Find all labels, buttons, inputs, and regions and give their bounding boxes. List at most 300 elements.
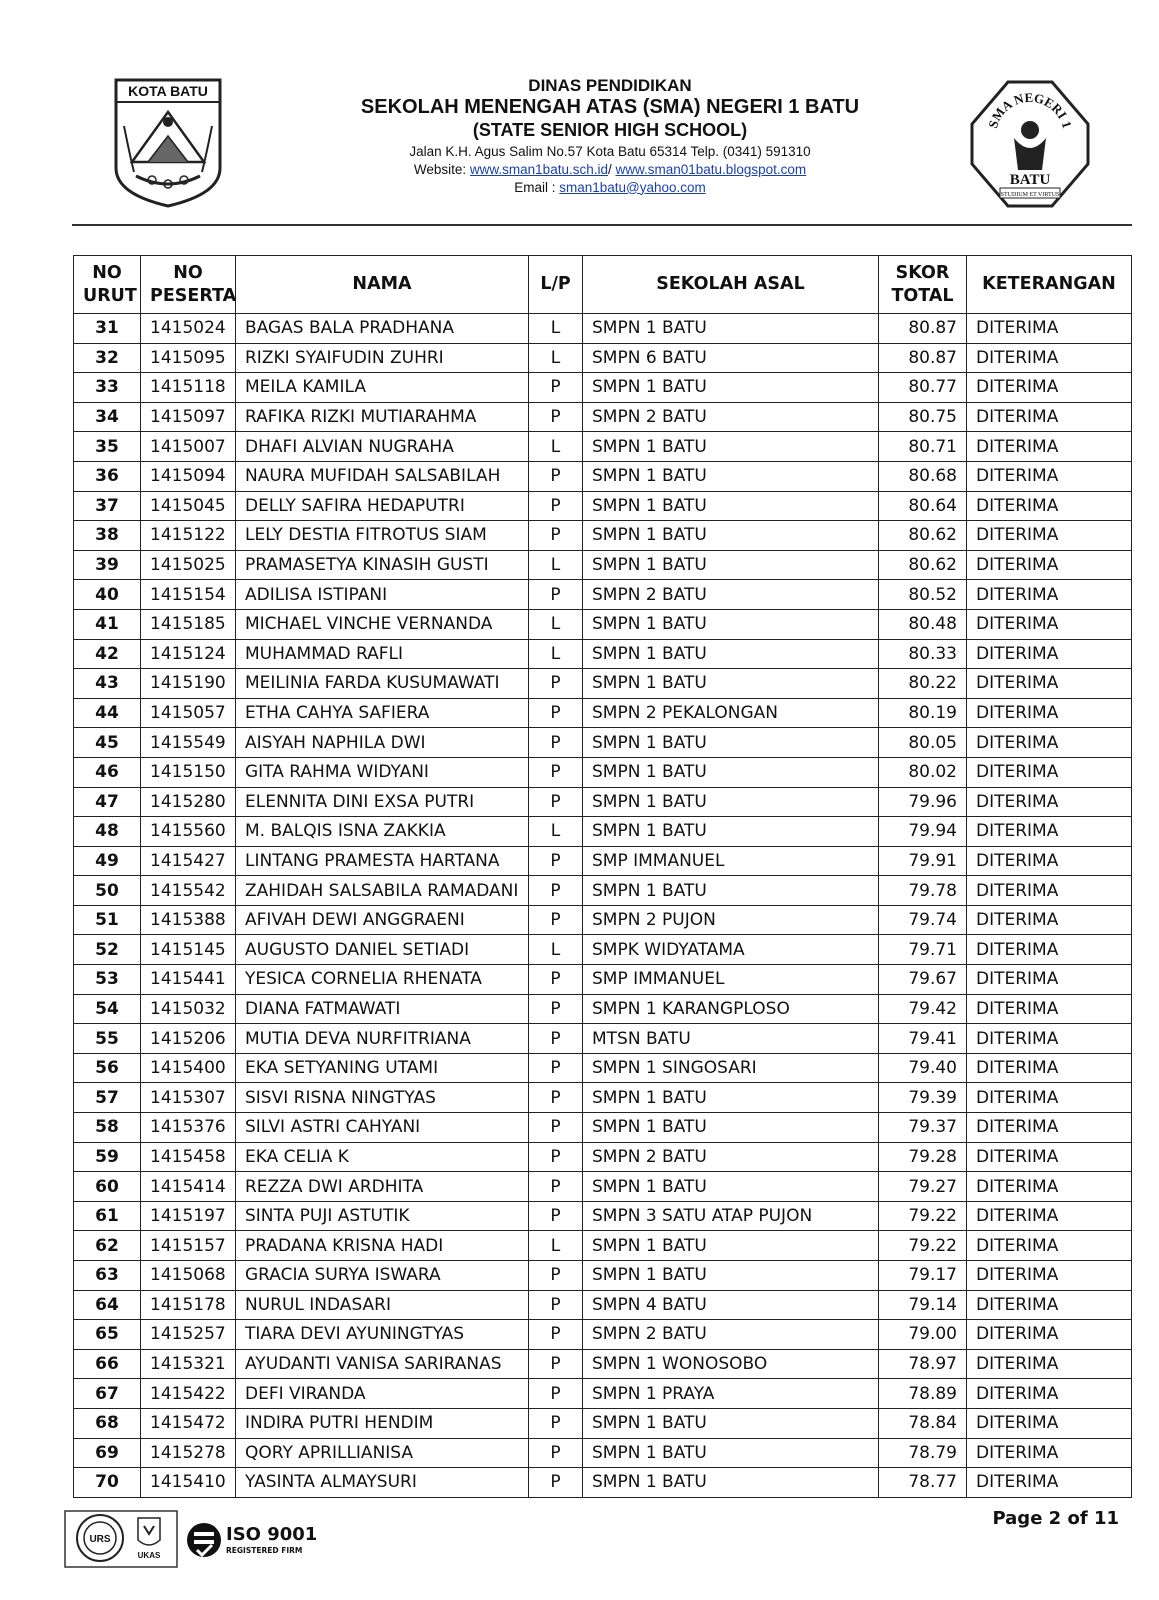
cell-no-urut: 57 [74, 1083, 141, 1113]
cell-skor-total: 79.14 [879, 1290, 967, 1320]
cell-nama: DEFI VIRANDA [236, 1379, 529, 1409]
table-row [74, 639, 1132, 669]
cell-no-urut: 38 [74, 521, 141, 551]
website-link-1[interactable]: www.sman1batu.sch.id [469, 161, 608, 177]
cell-no-urut: 67 [74, 1379, 141, 1409]
cell-lp: P [529, 491, 583, 521]
cell-lp: L [529, 1231, 583, 1261]
header-nama: NAMA [236, 256, 529, 314]
cell-sekolah-asal: SMPN 1 BATU [583, 1083, 879, 1113]
cell-no-peserta: 1415542 [141, 876, 236, 906]
cell-nama: ADILISA ISTIPANI [236, 580, 529, 610]
cell-keterangan: DITERIMA [967, 1408, 1132, 1438]
table-row [74, 876, 1132, 906]
cell-keterangan: DITERIMA [967, 1438, 1132, 1468]
table-row [74, 1231, 1132, 1261]
cell-sekolah-asal: SMPN 2 PUJON [583, 905, 879, 935]
cell-nama: RAFIKA RIZKI MUTIARAHMA [236, 402, 529, 432]
cell-no-peserta: 1415400 [141, 1053, 236, 1083]
table-row [74, 1379, 1132, 1409]
table-row [74, 609, 1132, 639]
cell-sekolah-asal: SMPN 2 BATU [583, 402, 879, 432]
cell-nama: LELY DESTIA FITROTUS SIAM [236, 521, 529, 551]
cell-skor-total: 78.97 [879, 1349, 967, 1379]
cell-no-urut: 34 [74, 402, 141, 432]
cell-nama: DHAFI ALVIAN NUGRAHA [236, 432, 529, 462]
cell-nama: AFIVAH DEWI ANGGRAENI [236, 905, 529, 935]
cell-no-peserta: 1415024 [141, 314, 236, 344]
table-row [74, 1053, 1132, 1083]
cell-sekolah-asal: SMPN 1 BATU [583, 521, 879, 551]
cell-sekolah-asal: SMPN 1 BATU [583, 1438, 879, 1468]
cell-no-urut: 46 [74, 757, 141, 787]
logo-arc-text: SMA NEGERI 1 [985, 89, 1075, 130]
cell-sekolah-asal: SMPN 2 BATU [583, 1142, 879, 1172]
cell-keterangan: DITERIMA [967, 817, 1132, 847]
cell-skor-total: 80.48 [879, 609, 967, 639]
cell-skor-total: 79.17 [879, 1261, 967, 1291]
cell-skor-total: 79.78 [879, 876, 967, 906]
cell-no-peserta: 1415427 [141, 846, 236, 876]
cell-sekolah-asal: SMPN 1 BATU [583, 1172, 879, 1202]
cell-sekolah-asal: SMPN 1 KARANGPLOSO [583, 994, 879, 1024]
cell-nama: TIARA DEVI AYUNINGTYAS [236, 1320, 529, 1350]
table-row [74, 461, 1132, 491]
cell-keterangan: DITERIMA [967, 905, 1132, 935]
cell-sekolah-asal: SMP IMMANUEL [583, 846, 879, 876]
cell-keterangan: DITERIMA [967, 343, 1132, 373]
cell-lp: P [529, 698, 583, 728]
cell-nama: INDIRA PUTRI HENDIM [236, 1408, 529, 1438]
cell-skor-total: 80.05 [879, 728, 967, 758]
table-row [74, 1083, 1132, 1113]
cell-lp: P [529, 1053, 583, 1083]
email-label: Email : [514, 179, 560, 195]
ukas-label: UKAS [137, 1551, 161, 1560]
cell-no-peserta: 1415549 [141, 728, 236, 758]
cell-no-urut: 45 [74, 728, 141, 758]
table-row [74, 994, 1132, 1024]
school-name-english: (STATE SENIOR HIGH SCHOOL) [472, 119, 748, 140]
cell-no-peserta: 1415197 [141, 1201, 236, 1231]
cell-keterangan: DITERIMA [967, 1142, 1132, 1172]
cell-no-urut: 32 [74, 343, 141, 373]
cell-no-urut: 43 [74, 669, 141, 699]
cell-nama: ZAHIDAH SALSABILA RAMADANI [236, 876, 529, 906]
iso-sublabel: REGISTERED FIRM [226, 1546, 303, 1555]
cell-keterangan: DITERIMA [967, 1172, 1132, 1202]
table-row [74, 1408, 1132, 1438]
table-row [74, 935, 1132, 965]
cell-lp: P [529, 580, 583, 610]
table-row [74, 1290, 1132, 1320]
cell-skor-total: 80.87 [879, 314, 967, 344]
cell-lp: L [529, 609, 583, 639]
cell-nama: EKA SETYANING UTAMI [236, 1053, 529, 1083]
cell-keterangan: DITERIMA [967, 609, 1132, 639]
cell-keterangan: DITERIMA [967, 491, 1132, 521]
cell-keterangan: DITERIMA [967, 550, 1132, 580]
cell-nama: YESICA CORNELIA RHENATA [236, 965, 529, 995]
cell-no-urut: 36 [74, 461, 141, 491]
cell-lp: L [529, 432, 583, 462]
cell-sekolah-asal: SMPN 1 BATU [583, 1468, 879, 1498]
cell-skor-total: 78.77 [879, 1468, 967, 1498]
table-row [74, 965, 1132, 995]
cell-nama: GRACIA SURYA ISWARA [236, 1261, 529, 1291]
cell-no-urut: 51 [74, 905, 141, 935]
cell-nama: LINTANG PRAMESTA HARTANA [236, 846, 529, 876]
table-row [74, 1438, 1132, 1468]
cell-keterangan: DITERIMA [967, 1468, 1132, 1498]
cell-no-peserta: 1415472 [141, 1408, 236, 1438]
school-name: SEKOLAH MENENGAH ATAS (SMA) NEGERI 1 BATU [360, 96, 860, 119]
cell-sekolah-asal: SMPN 1 BATU [583, 1261, 879, 1291]
table-row [74, 1142, 1132, 1172]
cell-skor-total: 79.96 [879, 787, 967, 817]
agency-name: DINAS PENDIDIKAN [528, 76, 692, 95]
cell-lp: P [529, 669, 583, 699]
cell-sekolah-asal: SMPN 1 BATU [583, 876, 879, 906]
cell-keterangan: DITERIMA [967, 402, 1132, 432]
cell-skor-total: 78.79 [879, 1438, 967, 1468]
cell-no-peserta: 1415045 [141, 491, 236, 521]
cell-sekolah-asal: SMPN 1 PRAYA [583, 1379, 879, 1409]
table-row [74, 1349, 1132, 1379]
website-label: Website: [413, 161, 470, 177]
cell-nama: NAURA MUFIDAH SALSABILAH [236, 461, 529, 491]
cell-skor-total: 79.74 [879, 905, 967, 935]
cell-lp: P [529, 1172, 583, 1202]
cell-lp: P [529, 1024, 583, 1054]
cell-no-urut: 62 [74, 1231, 141, 1261]
cell-nama: SILVI ASTRI CAHYANI [236, 1113, 529, 1143]
cell-keterangan: DITERIMA [967, 1320, 1132, 1350]
school-address: Jalan K.H. Agus Salim No.57 Kota Batu 65314 Telp. (0341) 591310 [409, 143, 811, 159]
cell-no-peserta: 1415458 [141, 1142, 236, 1172]
cell-skor-total: 79.00 [879, 1320, 967, 1350]
cell-nama: ELENNITA DINI EXSA PUTRI [236, 787, 529, 817]
page-indicator [992, 1508, 1119, 1529]
cell-skor-total: 79.37 [879, 1113, 967, 1143]
table-row [74, 1113, 1132, 1143]
cell-lp: P [529, 728, 583, 758]
cell-skor-total: 80.75 [879, 402, 967, 432]
iso-label: ISO 9001 [226, 1524, 318, 1545]
cell-lp: P [529, 1349, 583, 1379]
website-separator: / [607, 161, 616, 177]
cell-skor-total: 78.84 [879, 1408, 967, 1438]
cell-skor-total: 78.89 [879, 1379, 967, 1409]
cell-keterangan: DITERIMA [967, 580, 1132, 610]
cell-sekolah-asal: SMPN 1 BATU [583, 1113, 879, 1143]
cell-no-urut: 53 [74, 965, 141, 995]
cell-no-urut: 52 [74, 935, 141, 965]
cell-nama: MEILA KAMILA [236, 373, 529, 403]
table-header-row [74, 256, 1132, 314]
cell-no-urut: 35 [74, 432, 141, 462]
cell-keterangan: DITERIMA [967, 1083, 1132, 1113]
cell-skor-total: 80.71 [879, 432, 967, 462]
cell-sekolah-asal: SMPN 1 BATU [583, 314, 879, 344]
cell-keterangan: DITERIMA [967, 994, 1132, 1024]
email-line [300, 180, 920, 196]
cell-no-peserta: 1415414 [141, 1172, 236, 1202]
cell-lp: P [529, 1438, 583, 1468]
cell-lp: P [529, 1201, 583, 1231]
cell-keterangan: DITERIMA [967, 373, 1132, 403]
cell-keterangan: DITERIMA [967, 846, 1132, 876]
cell-sekolah-asal: SMPN 1 BATU [583, 461, 879, 491]
cell-nama: GITA RAHMA WIDYANI [236, 757, 529, 787]
cell-lp: P [529, 965, 583, 995]
email-link[interactable]: sman1batu@yahoo.com [559, 179, 706, 195]
cell-sekolah-asal: SMPK WIDYATAMA [583, 935, 879, 965]
cell-sekolah-asal: SMPN 1 BATU [583, 757, 879, 787]
cell-keterangan: DITERIMA [967, 669, 1132, 699]
table-body [74, 314, 1132, 1498]
cell-skor-total: 80.64 [879, 491, 967, 521]
table-row [74, 846, 1132, 876]
cell-no-peserta: 1415118 [141, 373, 236, 403]
table-row [74, 787, 1132, 817]
cell-skor-total: 80.62 [879, 550, 967, 580]
cell-no-urut: 44 [74, 698, 141, 728]
cell-no-peserta: 1415257 [141, 1320, 236, 1350]
cell-sekolah-asal: SMP IMMANUEL [583, 965, 879, 995]
cell-lp: L [529, 817, 583, 847]
cell-no-peserta: 1415025 [141, 550, 236, 580]
table-row [74, 491, 1132, 521]
cell-skor-total: 79.22 [879, 1201, 967, 1231]
header-no-peserta: NO PESERTA [141, 256, 236, 314]
cell-sekolah-asal: SMPN 1 BATU [583, 550, 879, 580]
cell-skor-total: 79.94 [879, 817, 967, 847]
website-link-2[interactable]: www.sman01batu.blogspot.com [615, 161, 807, 177]
cell-lp: P [529, 1113, 583, 1143]
letterhead-divider [72, 224, 1132, 226]
cell-keterangan: DITERIMA [967, 698, 1132, 728]
header-lp: L/P [529, 256, 583, 314]
table-row [74, 1024, 1132, 1054]
cell-no-urut: 61 [74, 1201, 141, 1231]
cell-skor-total: 80.33 [879, 639, 967, 669]
cell-skor-total: 80.68 [879, 461, 967, 491]
cell-no-urut: 49 [74, 846, 141, 876]
cell-lp: P [529, 757, 583, 787]
cell-lp: P [529, 461, 583, 491]
cell-no-urut: 64 [74, 1290, 141, 1320]
cell-skor-total: 79.40 [879, 1053, 967, 1083]
cell-nama: REZZA DWI ARDHITA [236, 1172, 529, 1202]
cell-sekolah-asal: SMPN 1 BATU [583, 728, 879, 758]
cell-no-peserta: 1415122 [141, 521, 236, 551]
cell-keterangan: DITERIMA [967, 1231, 1132, 1261]
cell-nama: MEILINIA FARDA KUSUMAWATI [236, 669, 529, 699]
cell-skor-total: 80.62 [879, 521, 967, 551]
cell-keterangan: DITERIMA [967, 1053, 1132, 1083]
cell-sekolah-asal: SMPN 1 BATU [583, 1408, 879, 1438]
cell-no-peserta: 1415321 [141, 1349, 236, 1379]
cell-no-peserta: 1415422 [141, 1379, 236, 1409]
cell-no-peserta: 1415376 [141, 1113, 236, 1143]
cell-no-peserta: 1415095 [141, 343, 236, 373]
cell-lp: P [529, 521, 583, 551]
table-row [74, 1172, 1132, 1202]
cell-nama: DIANA FATMAWATI [236, 994, 529, 1024]
cell-no-peserta: 1415280 [141, 787, 236, 817]
cell-lp: P [529, 1379, 583, 1409]
cell-no-peserta: 1415032 [141, 994, 236, 1024]
page-current: 2 [1048, 1508, 1062, 1529]
cell-keterangan: DITERIMA [967, 1024, 1132, 1054]
ukas-mark-icon [138, 1518, 161, 1560]
page-of: of [1061, 1508, 1094, 1529]
cell-no-urut: 63 [74, 1261, 141, 1291]
website-line [300, 162, 920, 178]
cell-lp: P [529, 1083, 583, 1113]
cell-keterangan: DITERIMA [967, 965, 1132, 995]
cell-nama: SINTA PUJI ASTUTIK [236, 1201, 529, 1231]
cell-lp: P [529, 1290, 583, 1320]
cell-nama: DELLY SAFIRA HEDAPUTRI [236, 491, 529, 521]
cell-sekolah-asal: MTSN BATU [583, 1024, 879, 1054]
page-total: 11 [1093, 1508, 1119, 1529]
cell-nama: BAGAS BALA PRADHANA [236, 314, 529, 344]
cell-lp: P [529, 1320, 583, 1350]
cell-nama: EKA CELIA K [236, 1142, 529, 1172]
cell-nama: NURUL INDASARI [236, 1290, 529, 1320]
cell-keterangan: DITERIMA [967, 639, 1132, 669]
cell-skor-total: 79.41 [879, 1024, 967, 1054]
cell-lp: L [529, 935, 583, 965]
cell-skor-total: 79.28 [879, 1142, 967, 1172]
cell-no-peserta: 1415178 [141, 1290, 236, 1320]
cell-no-peserta: 1415068 [141, 1261, 236, 1291]
cell-lp: L [529, 314, 583, 344]
cell-no-urut: 50 [74, 876, 141, 906]
table-row [74, 402, 1132, 432]
cell-skor-total: 80.22 [879, 669, 967, 699]
cell-keterangan: DITERIMA [967, 1261, 1132, 1291]
cell-lp: L [529, 343, 583, 373]
cell-lp: P [529, 787, 583, 817]
cell-sekolah-asal: SMPN 1 BATU [583, 491, 879, 521]
cell-no-urut: 42 [74, 639, 141, 669]
table-row [74, 757, 1132, 787]
cell-skor-total: 80.02 [879, 757, 967, 787]
header-no-urut: NO URUT [74, 256, 141, 314]
cell-lp: P [529, 1142, 583, 1172]
cell-keterangan: DITERIMA [967, 728, 1132, 758]
iso-badge-icon [187, 1523, 221, 1557]
cell-no-peserta: 1415441 [141, 965, 236, 995]
cell-nama: MUTIA DEVA NURFITRIANA [236, 1024, 529, 1054]
cell-keterangan: DITERIMA [967, 1290, 1132, 1320]
cell-sekolah-asal: SMPN 1 BATU [583, 817, 879, 847]
cell-lp: P [529, 905, 583, 935]
cell-sekolah-asal: SMPN 4 BATU [583, 1290, 879, 1320]
cell-sekolah-asal: SMPN 2 PEKALONGAN [583, 698, 879, 728]
urs-seal-icon [77, 1515, 123, 1561]
cell-no-urut: 39 [74, 550, 141, 580]
cell-sekolah-asal: SMPN 1 BATU [583, 432, 879, 462]
cell-no-urut: 66 [74, 1349, 141, 1379]
cell-skor-total: 80.19 [879, 698, 967, 728]
results-table [73, 255, 1132, 1498]
cell-sekolah-asal: SMPN 2 BATU [583, 1320, 879, 1350]
cell-skor-total: 79.42 [879, 994, 967, 1024]
cell-keterangan: DITERIMA [967, 432, 1132, 462]
table-row [74, 550, 1132, 580]
cell-no-peserta: 1415154 [141, 580, 236, 610]
cell-no-peserta: 1415190 [141, 669, 236, 699]
letterhead [300, 76, 920, 196]
cell-keterangan: DITERIMA [967, 787, 1132, 817]
cell-sekolah-asal: SMPN 1 SINGOSARI [583, 1053, 879, 1083]
cell-lp: P [529, 876, 583, 906]
cell-skor-total: 80.87 [879, 343, 967, 373]
cell-keterangan: DITERIMA [967, 314, 1132, 344]
cell-nama: AISYAH NAPHILA DWI [236, 728, 529, 758]
cell-lp: P [529, 1468, 583, 1498]
cell-no-urut: 55 [74, 1024, 141, 1054]
cell-nama: M. BALQIS ISNA ZAKKIA [236, 817, 529, 847]
cell-lp: L [529, 639, 583, 669]
cell-skor-total: 79.22 [879, 1231, 967, 1261]
cell-sekolah-asal: SMPN 1 BATU [583, 373, 879, 403]
cell-no-urut: 54 [74, 994, 141, 1024]
cell-nama: PRADANA KRISNA HADI [236, 1231, 529, 1261]
table-row [74, 1320, 1132, 1350]
cell-nama: AYUDANTI VANISA SARIRANAS [236, 1349, 529, 1379]
table-row [74, 314, 1132, 344]
table-row [74, 728, 1132, 758]
cell-keterangan: DITERIMA [967, 935, 1132, 965]
cell-nama: YASINTA ALMAYSURI [236, 1468, 529, 1498]
cell-keterangan: DITERIMA [967, 876, 1132, 906]
table-row [74, 817, 1132, 847]
cell-no-urut: 47 [74, 787, 141, 817]
cell-no-peserta: 1415185 [141, 609, 236, 639]
cell-no-peserta: 1415057 [141, 698, 236, 728]
cell-keterangan: DITERIMA [967, 1201, 1132, 1231]
cell-no-peserta: 1415150 [141, 757, 236, 787]
cell-no-urut: 33 [74, 373, 141, 403]
cell-skor-total: 79.91 [879, 846, 967, 876]
certification-badges [64, 1510, 318, 1568]
cell-sekolah-asal: SMPN 6 BATU [583, 343, 879, 373]
cell-no-peserta: 1415145 [141, 935, 236, 965]
cell-nama: MUHAMMAD RAFLI [236, 639, 529, 669]
cell-no-peserta: 1415097 [141, 402, 236, 432]
cell-skor-total: 79.27 [879, 1172, 967, 1202]
cell-no-urut: 70 [74, 1468, 141, 1498]
cell-keterangan: DITERIMA [967, 1349, 1132, 1379]
cell-keterangan: DITERIMA [967, 521, 1132, 551]
cell-no-urut: 58 [74, 1113, 141, 1143]
table-row [74, 580, 1132, 610]
cell-no-urut: 69 [74, 1438, 141, 1468]
header-keterangan: KETERANGAN [967, 256, 1132, 314]
cell-no-urut: 68 [74, 1408, 141, 1438]
cell-no-urut: 60 [74, 1172, 141, 1202]
cell-no-peserta: 1415007 [141, 432, 236, 462]
logo-motto: STUDIUM ET VIRTUS [1000, 192, 1060, 198]
cell-keterangan: DITERIMA [967, 1379, 1132, 1409]
cell-skor-total: 79.67 [879, 965, 967, 995]
cell-nama: ETHA CAHYA SAFIERA [236, 698, 529, 728]
